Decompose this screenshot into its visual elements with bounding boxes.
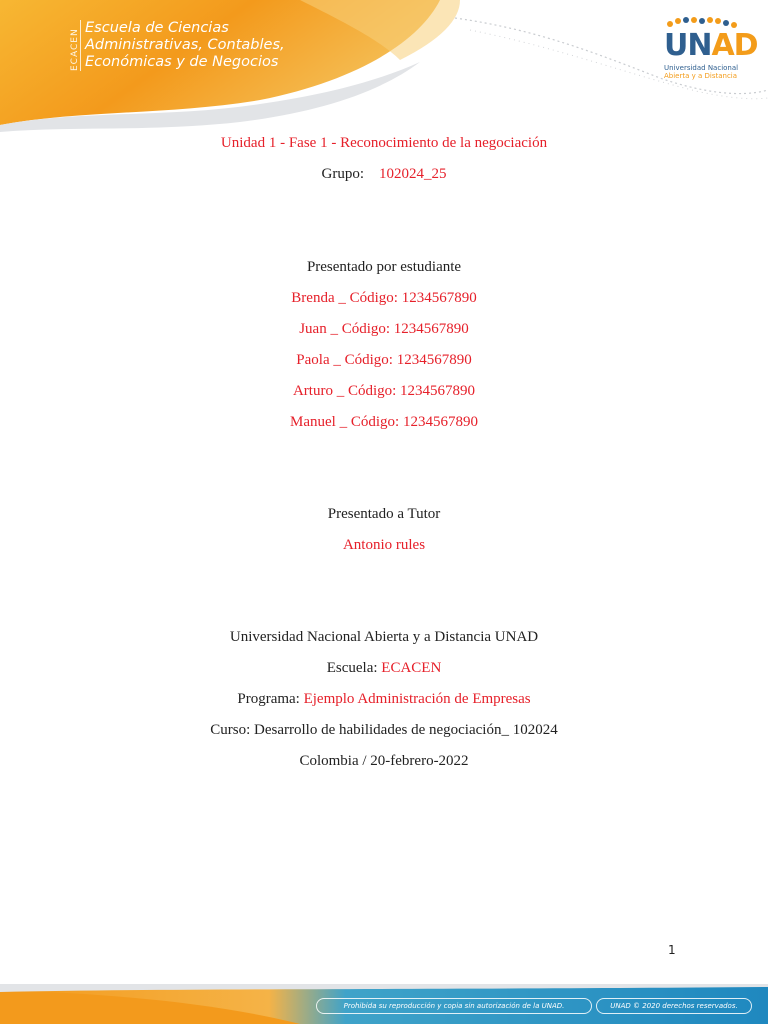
course-line: Curso: Desarrollo de habilidades de negociación_ 102024 — [210, 722, 558, 738]
school-line-2: Administrativas, Contables, — [85, 37, 285, 53]
student-item: Arturo _ Código: 1234567890 — [292, 383, 476, 399]
student-item: Paola _ Código: 1234567890 — [296, 352, 472, 368]
footer-banner — [0, 984, 768, 1024]
students-heading: Presentado por estudiante — [306, 259, 462, 275]
school-line-1: Escuela de Ciencias — [85, 20, 229, 36]
school-acronym-vertical: ECACEN — [66, 20, 81, 71]
unad-logo — [660, 16, 758, 84]
logo-letters — [664, 28, 758, 63]
programa-line — [0, 686, 768, 717]
programa-label: Programa: — [237, 691, 300, 707]
programa-value: Ejemplo Administración de Empresas — [303, 691, 531, 707]
escuela-label: Escuela: — [326, 660, 378, 676]
legal-notice-right: UNAD © 2020 derechos reservados. — [596, 998, 752, 1014]
page-number: 1 — [668, 943, 676, 957]
logo-subtitle — [664, 64, 744, 80]
header-banner — [0, 0, 768, 135]
group-label: Grupo: — [321, 166, 364, 182]
tutor-heading: Presentado a Tutor — [327, 506, 441, 522]
group-value: 102024_25 — [379, 166, 447, 182]
logo-subtitle-line-1: Universidad Nacional — [664, 64, 739, 72]
logo-subtitle-line-2: Abierta y a Distancia — [664, 72, 738, 80]
document-title: Unidad 1 - Fase 1 - Reconocimiento de la negociación — [220, 135, 548, 151]
group-line — [0, 161, 768, 192]
student-item: Brenda _ Código: 1234567890 — [291, 290, 477, 306]
tutor-name: Antonio rules — [342, 537, 426, 553]
school-name-block — [66, 20, 285, 71]
cover-content — [0, 130, 768, 779]
logo-letters-main: UN — [664, 28, 712, 63]
legal-notice-left: Prohibida su reproducción y copia sin autorización de la UNAD. — [316, 998, 592, 1014]
escuela-value: ECACEN — [381, 660, 442, 676]
date-line: Colombia / 20-febrero-2022 — [299, 753, 469, 769]
escuela-line — [0, 655, 768, 686]
school-line-3: Económicas y de Negocios — [85, 54, 279, 70]
university-name: Universidad Nacional Abierta y a Distancia UNAD — [229, 629, 539, 645]
student-item: Manuel _ Código: 1234567890 — [290, 414, 478, 430]
logo-letters-accent: AD — [711, 28, 758, 63]
student-item: Juan _ Código: 1234567890 — [299, 321, 469, 337]
